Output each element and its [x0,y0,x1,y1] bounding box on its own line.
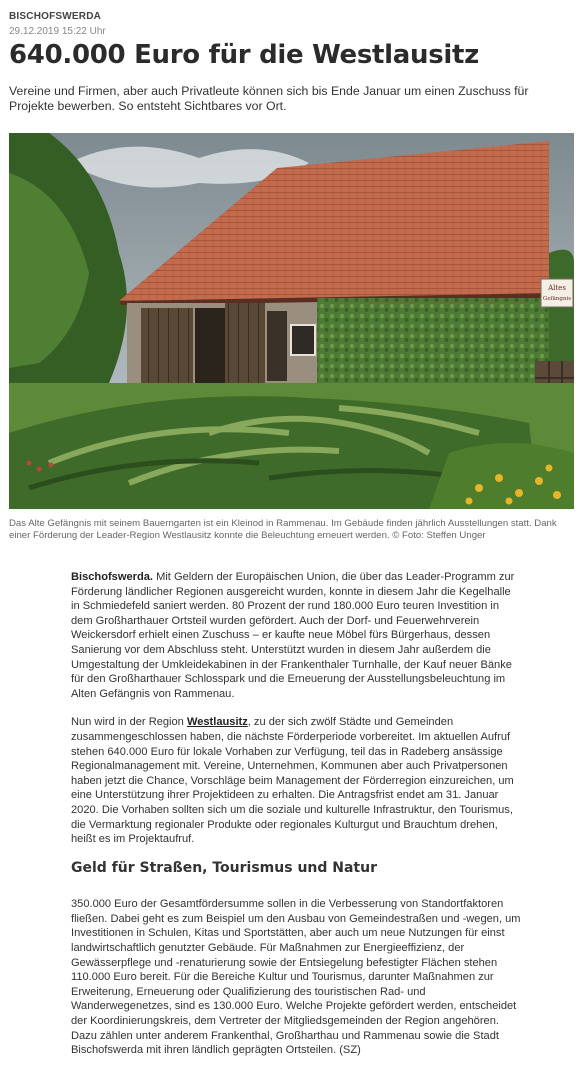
kicker[interactable]: BISCHOFSWERDA [9,11,102,22]
paragraph-2-before: Nun wird in der Region [71,716,187,729]
sign-text-1: Altes [548,284,566,292]
article-lead: Vereine und Firmen, aber auch Privatleute können sich bis Ende Januar um einen Zuschuss für Projekte bewerben. So entsteht Sichtbares vor Ort. [9,84,529,113]
subheading: Geld für Straßen, Tourismus und Natur [71,859,377,876]
paragraph-1 [71,570,521,701]
westlausitz-link[interactable]: Westlausitz [186,716,248,729]
photo-illustration [9,133,574,509]
paragraph-2 [71,715,521,846]
barn-window [291,325,315,355]
dateline-place: Bischofswerda. [71,571,153,583]
paragraph-3: 350.000 Euro der Gesamtfördersumme sollen in die Verbesserung von Standortfaktoren fließen. Dabei geht es zum Beispiel um den Ausbau von Gemeindestraßen und -wegen, um Investitionen in Schulen, Kitas und Sportstätten, aber auch um neue Nutzungen für einst landwirtschaftlich genutzter Gebäude. Für Maßnahmen zur Energieeffizienz, der Gewässerpflege und -renaturierung sowie der Entsiegelung befestigter Flächen stehen 110.000 Euro bereit. Für die Bereiche Kultur und Tourismus, darunter Maßnahmen zur Erweiterung, Erneuerung oder Qualifizierung des touristischen Rad- und Wanderwegenetzes, sind es 130.000 Euro. Welche Projekte gefördert werden, entscheidet der Koordinierungskreis, dem Vertreter der Mitgliedsgemeinden der Region angehören. Dazu zählen unter anderem Frankenthal, Großharthau und Rammenau sowie die Stadt Bischofswerda mit ihren ländlich geprägten Ortsteilen. (SZ) [71,898,521,1057]
article-title: 640.000 Euro für die Westlausitz [9,40,479,70]
barn-grille [267,311,287,381]
paragraph-2-after: , zu der sich zwölf Städte und Gemeinden zusammengeschlossen haben, die nächste Förderperiode vorbereitet. Im aktuellen Aufruf stehen 640.000 Euro für lokale Vorhaben zur Verfügung, teil das in Radeberg ansässige Regionalmanagement mit. Vereine, Unternehmen, Kommunen aber auch Privatpersonen haben jetzt die Chance, Vorschläge beim Management der Förderregion einzureichen, um eine Unterstützung ihrer Projektideen zu erhalten. Die Antragsfrist endet am 31. Januar 2020. Die Vorhaben sollten sich um die soziale und kulturelle Infrastruktur, den Tourismus, die Vermarktung regionaler Produkte oder regionales Kulturgut und Brauchtum drehen, heißt es im Projektaufruf. [71,716,514,846]
publish-date: 29.12.2019 15:22 Uhr [9,26,106,37]
sign-text-2: Gefängnis [542,296,572,302]
photo-caption: Das Alte Gefängnis mit seinem Bauerngarten ist ein Kleinod in Rammenau. Im Gebäude finden jährlich Ausstellungen statt. Dank einer Förderung der Leader-Region Westlausitz konnte die Beleuchtung erneuert werden. © Foto: Steffen Unger [9,518,557,541]
article-body [71,570,521,1072]
paragraph-1-text: Mit Geldern der Europäischen Union, die über das Leader-Programm zur Förderung ländlicher Regionen ausgereicht wurden, konnte in diesem Jahr die Kegelhalle in Schmiedefeld saniert werden. 80 Prozent der rund 180.000 Euro teuren Investition in dem Großharthauer Ortsteil wurden gefördert. Auch der Dorf- und Feuerwehrverein Weickersdorf erhielt einen Zuschuss – er kaufte neue Möbel fürs Bürgerhaus, dessen Sanierung vor dem Abschluss steht. Unterstützt wurden in diesem Jahr außerdem die Umgestaltung der Umkleidekabinen in der Frankenthaler Turnhalle, der Kauf neuer Bänke für den Großharthauer Schlosspark und die Erneuerung der Ausstellungsbeleuchtung im Alten Gefängnis von Rammenau. [71,571,515,700]
article-photo[interactable] [9,133,574,509]
